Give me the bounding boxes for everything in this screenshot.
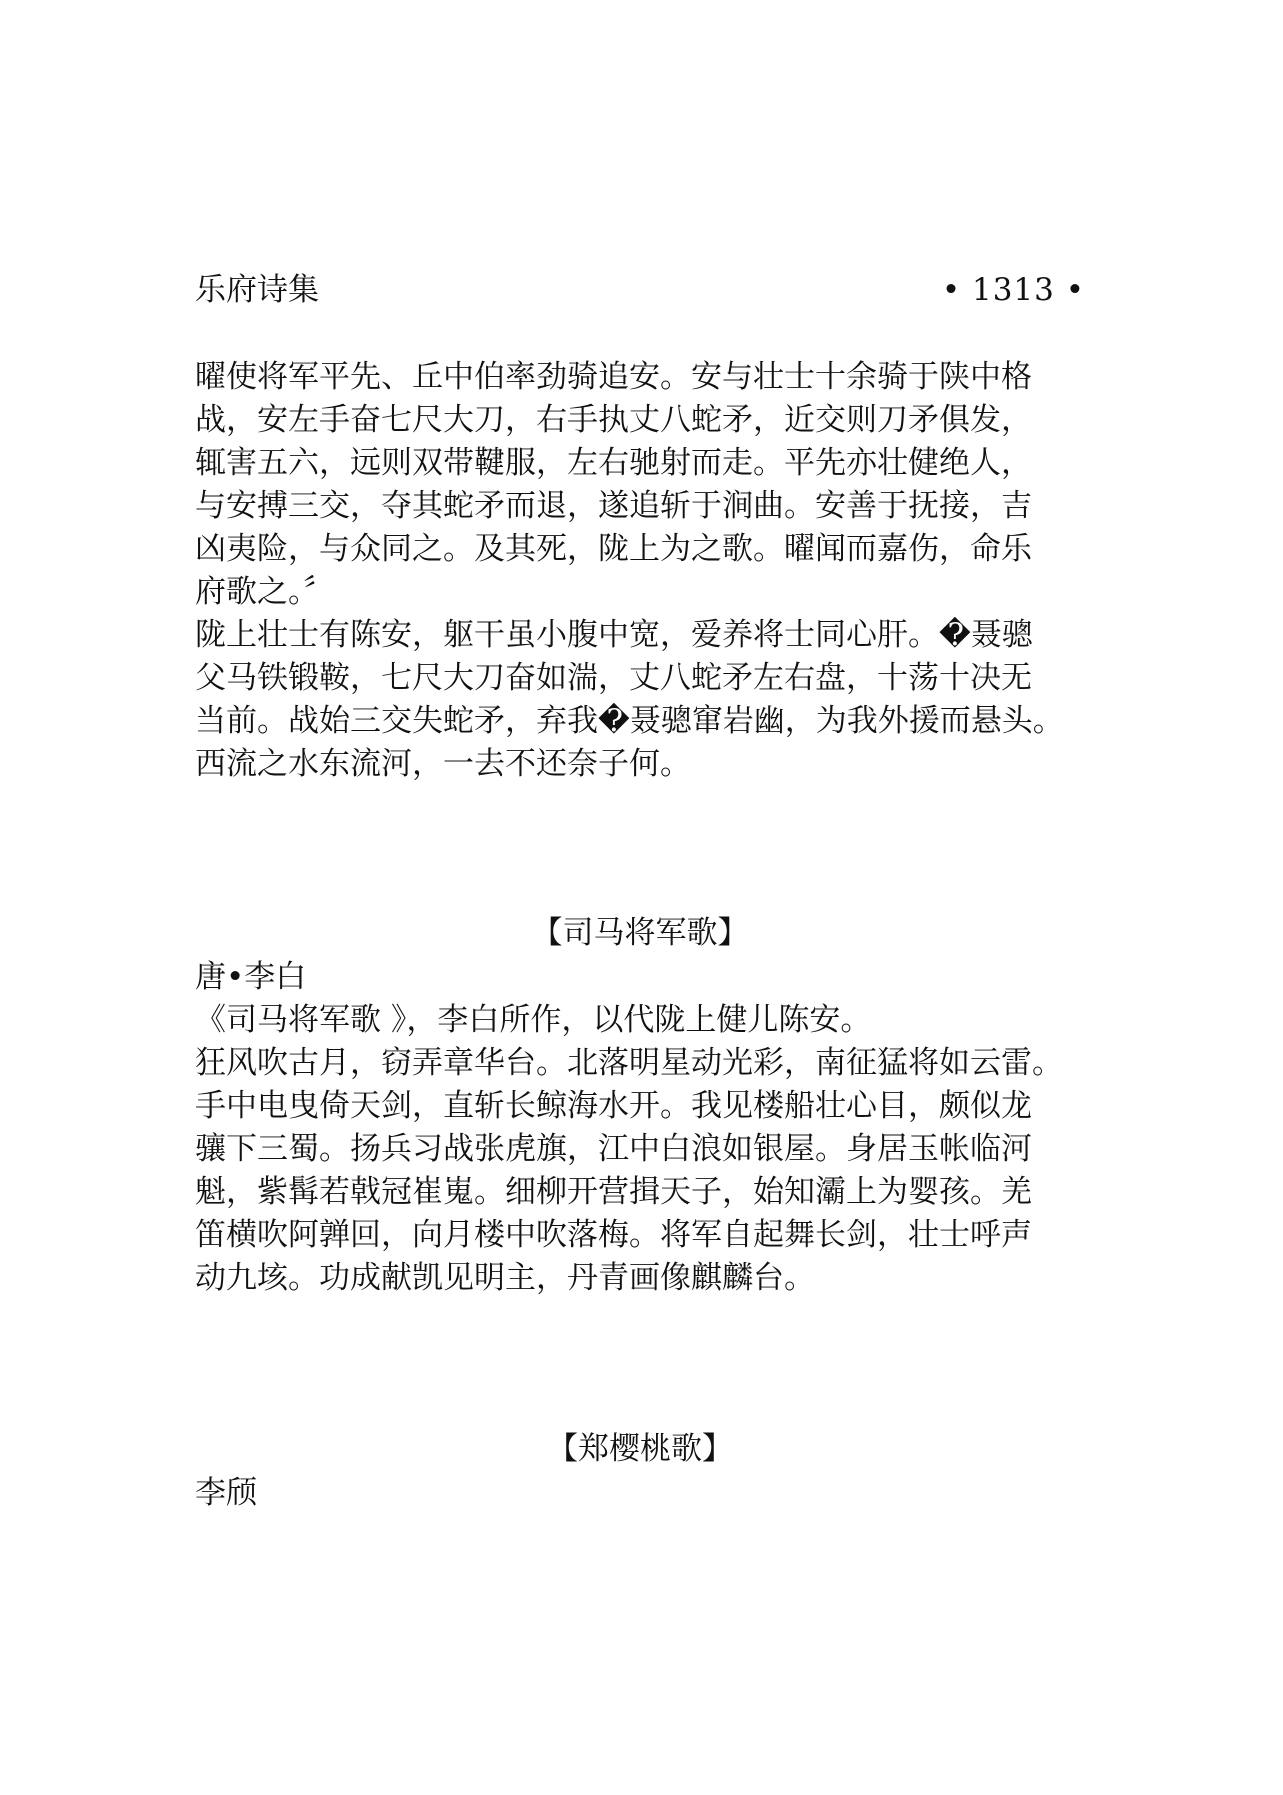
prose-line: 府歌之。〞: [195, 574, 335, 610]
section-title: 【郑樱桃歌】: [547, 1431, 733, 1467]
poem-line: 骧下三蜀。扬兵习战张虎旗，江中白浪如银屋。身居玉帐临河: [195, 1131, 1032, 1167]
prose-line: 与安搏三交，夺其蛇矛而退，遂追斩于涧曲。安善于抚接，吉: [195, 488, 1032, 524]
section-author: 李颀: [195, 1475, 257, 1511]
poem-paragraph: [195, 1042, 1085, 1300]
page-header: [195, 268, 1085, 312]
section-title: 【司马将军歌】: [531, 915, 749, 951]
book-title: 乐府诗集: [195, 272, 319, 308]
poem-line: 魁，紫髯若戟冠崔嵬。细柳开营揖天子，始知灞上为婴孩。羌: [195, 1174, 1032, 1210]
poem-line: 笛横吹阿亸回，向月楼中吹落梅。将军自起舞长剑，壮士呼声: [195, 1217, 1032, 1253]
section-author: 唐•李白: [195, 959, 307, 995]
poem-line: 狂风吹古月，窃弄章华台。北落明星动光彩，南征猛将如云雷。: [195, 1045, 1063, 1081]
page-number: • 1313 •: [941, 272, 1085, 308]
section-intro: 《司马将军歌 》，李白所作，以代陇上健儿陈安。: [195, 1002, 872, 1038]
song-line: 当前。战始三交失蛇矛，弃我�聂骢窜岩幽，为我外援而悬头。: [195, 703, 1064, 739]
document-page: [195, 268, 1085, 1511]
prose-line: 辄害五六，远则双带鞬服，左右驰射而走。平先亦壮健绝人，: [195, 445, 1032, 481]
song-line: 西流之水东流河，一去不还奈子何。: [195, 746, 691, 782]
prose-paragraph: [195, 356, 1085, 614]
song-paragraph: [195, 614, 1085, 786]
song-line: 陇上壮士有陈安，躯干虽小腹中宽，爱养将士同心肝。�聂骢: [195, 617, 1033, 653]
prose-line: 曜使将军平先、丘中伯率劲骑追安。安与壮士十余骑于陕中格: [195, 359, 1032, 395]
prose-line: 战，安左手奋七尺大刀，右手执丈八蛇矛，近交则刀矛俱发，: [195, 402, 1032, 438]
song-line: 父马铁锻鞍，七尺大刀奋如湍，丈八蛇矛左右盘，十荡十决无: [195, 660, 1032, 696]
poem-line: 动九垓。功成献凯见明主，丹青画像麒麟台。: [195, 1260, 815, 1296]
poem-line: 手中电曳倚天剑，直斩长鲸海水开。我见楼船壮心目，颇似龙: [195, 1088, 1032, 1124]
prose-line: 凶夷险，与众同之。及其死，陇上为之歌。曜闻而嘉伤，命乐: [195, 531, 1032, 567]
